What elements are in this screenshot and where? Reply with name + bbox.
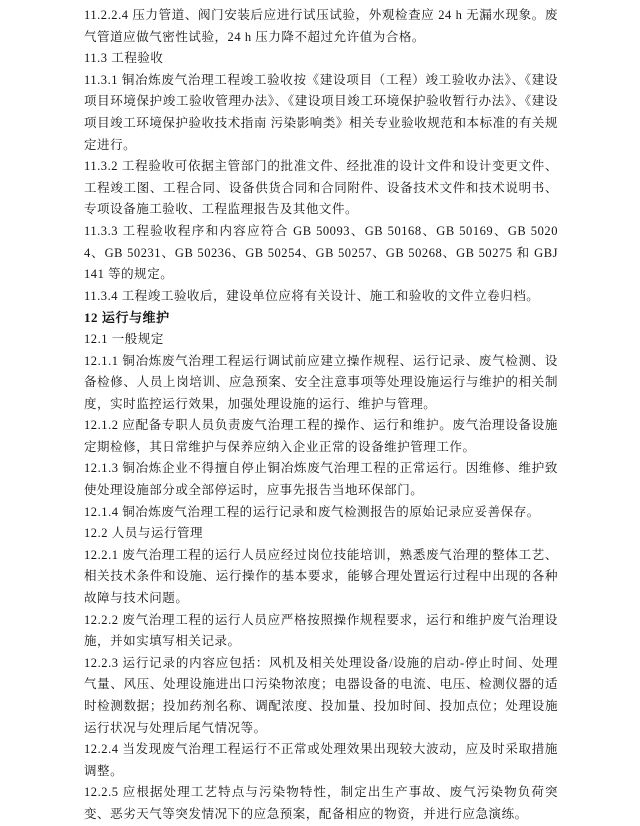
clause-12-1-2: 12.1.2 应配备专职人员负责废气治理工程的操作、运行和维护。废气治理设备设施定期检修，其日常维护与保养应纳入企业正常的设备维护管理工作。 [84, 418, 558, 454]
clause-12-1-3: 12.1.3 铜冶炼企业不得擅自停止铜冶炼废气治理工程的正常运行。因维修、维护致使处理设施部分或全部停运时，应事先报告当地环保部门。 [84, 461, 558, 498]
document-text-block [84, 5, 558, 826]
clause-11-2-2-4: 11.2.2.4 压力管道、阀门安装后应进行试压试验，外观检查应 24 h 无漏水现象。废气管道应做气密性试验，24 h 压力降不超过允许值为合格。 [84, 8, 558, 44]
heading-11-3: 11.3 工程验收 [84, 51, 164, 66]
clause-11-3-4: 11.3.4 工程竣工验收后，建设单位应将有关设计、施工和验收的文件立卷归档。 [84, 288, 540, 303]
clause-11-3-2: 11.3.2 工程验收可依据主管部门的批准文件、经批准的设计文件和设计变更文件、工程竣工图、工程合同、设备供货合同和合同附件、设备技术文件和技术说明书、专项设备施工验收、工程监理报告及其他文件。 [84, 159, 558, 217]
clause-12-1-4: 12.1.4 铜冶炼废气治理工程的运行记录和废气检测报告的原始记录应妥善保存。 [84, 504, 540, 519]
clause-12-1-1: 12.1.1 铜冶炼废气治理工程运行调试前应建立操作规程、运行记录、废气检测、设备检修、人员上岗培训、应急预案、安全注意事项等处理设施运行与维护的相关制度，实时监控运行效果，加强处理设施的运行、维护与管理。 [84, 353, 558, 411]
clause-12-2-5: 12.2.5 应根据处理工艺特点与污染物特性，制定出生产事故、废气污染物负荷突变、恶劣天气等突发情况下的应急预案，配备相应的物资，并进行应急演练。 [84, 785, 558, 821]
clause-12-2-1: 12.2.1 废气治理工程的运行人员应经过岗位技能培训，熟悉废气治理的整体工艺、相关技术条件和设施、运行操作的基本要求，能够合理处置运行过程中出现的各种故障与技术问题。 [84, 547, 558, 606]
chapter-heading-12: 12 运行与维护 [84, 310, 170, 326]
heading-12-2: 12.2 人员与运行管理 [84, 526, 204, 541]
clause-12-2-2: 12.2.2 废气治理工程的运行人员应严格按照操作规程要求，运行和维护废气治理设施，并如实填写相关记录。 [84, 612, 558, 649]
heading-12-1: 12.1 一般规定 [84, 331, 164, 346]
clause-12-2-3: 12.2.3 运行记录的内容应包括：风机及相关处理设备/设施的启动-停止时间、处理气量、风压、处理设施进出口污染物浓度；电器设备的电流、电压、检测仪器的适时检测数据；投加药剂名称、调配浓度、投加量、投加时间、投加点位；处理设施运行状况与处理后尾气情况等。 [84, 655, 558, 735]
clause-12-2-4: 12.2.4 当发现废气治理工程运行不正常或处理效果出现较大波动，应及时采取措施调整。 [84, 742, 558, 778]
clause-11-3-1: 11.3.1 铜冶炼废气治理工程竣工验收按《建设项目（工程）竣工验收办法》、《建设项目环境保护竣工验收管理办法》、《建设项目竣工环境保护验收暂行办法》、《建设项目竣工环境保护验收技术指南 污染影响类》相关专业验收规范和本标准的有关规定进行。 [84, 72, 558, 152]
clause-11-3-3: 11.3.3 工程验收程序和内容应符合 GB 50093、GB 50168、GB 50169、GB 50204、GB 50231、GB 50236、GB 50254、GB 50257、GB 50268、GB 50275 和 GBJ 141 等的规定。 [84, 223, 558, 282]
